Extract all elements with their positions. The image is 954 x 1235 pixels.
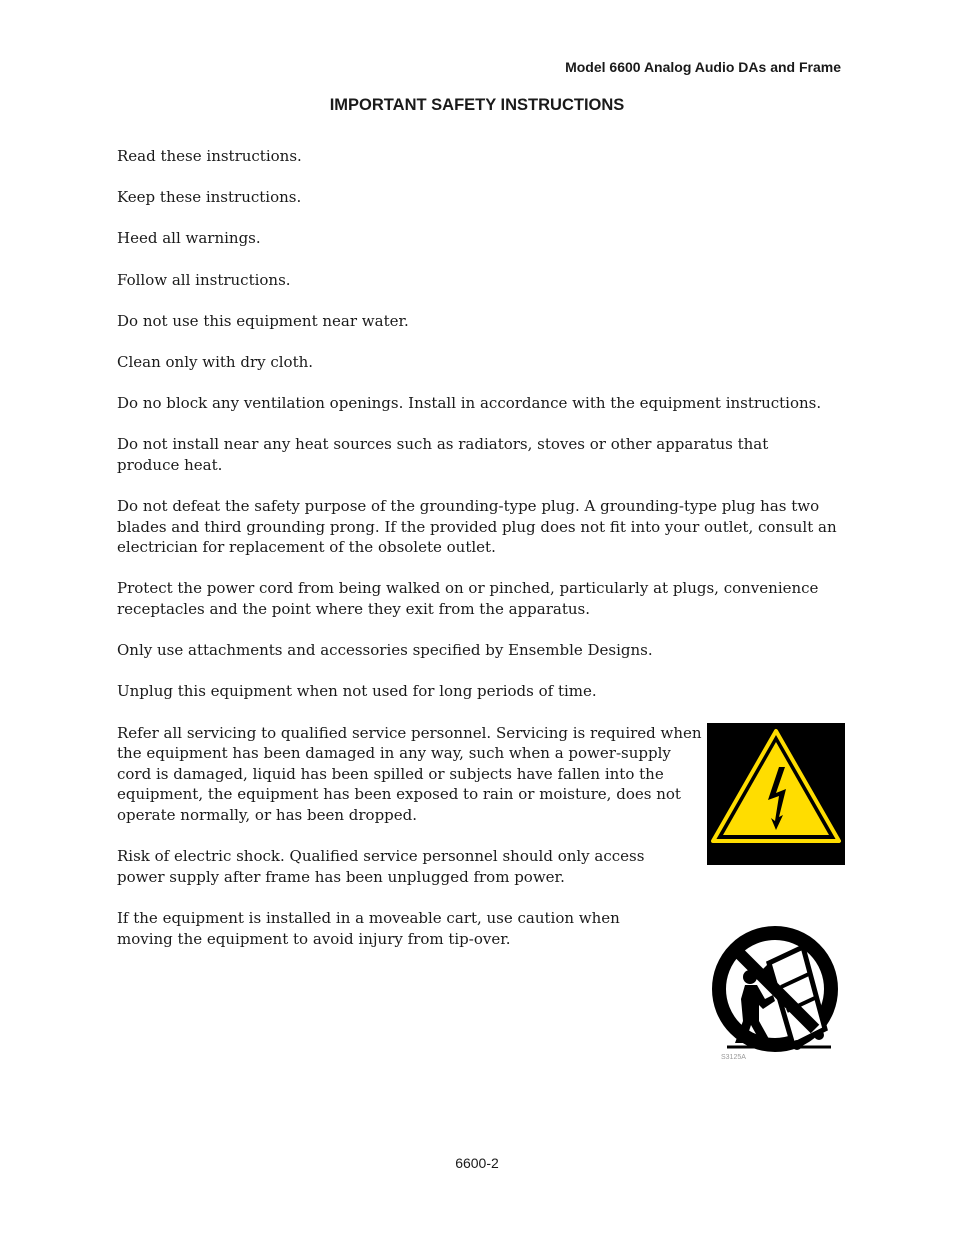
electric-shock-warning-icon xyxy=(707,723,845,865)
instruction-item: Do not use this equipment near water. xyxy=(117,311,409,330)
instruction-item: Risk of electric shock. Qualified service personnel should only access power supply after frame has been unplugged from power. xyxy=(117,847,645,886)
cart-symbol-code: S3125A xyxy=(721,1054,746,1061)
page-number: 6600-2 xyxy=(455,1155,499,1171)
instruction-item: Protect the power cord from being walked on or pinched, particularly at plugs, convenience receptacles and the point where they exit from the apparatus. xyxy=(117,579,819,619)
instruction-item: Follow all instructions. xyxy=(117,270,291,289)
page-title: IMPORTANT SAFETY INSTRUCTIONS xyxy=(329,96,625,114)
instruction-item: Unplug this equipment when not used for long periods of time. xyxy=(117,682,597,701)
cart-tip-over-warning-icon xyxy=(707,925,845,1065)
instruction-item: Do not defeat the safety purpose of the grounding-type plug. A grounding-type plug has two blades and third grounding prong. If the provided plug does not fit into your outlet, consult an electrician for replacement of the obsolete outlet. xyxy=(117,497,837,557)
instruction-item: Only use attachments and accessories specified by Ensemble Designs. xyxy=(117,641,653,660)
instruction-item: Refer all servicing to qualified service personnel. Servicing is required when the equipment has been damaged in any way, such when a power-supply cord is damaged, liquid has been spilled or subjects have fallen into the equipment, the equipment has been exposed to rain or moisture, does not operate normally, or has been dropped. xyxy=(117,723,702,824)
instruction-item: Heed all warnings. xyxy=(117,229,261,248)
instruction-item: Clean only with dry cloth. xyxy=(117,352,314,371)
instruction-item: Do no block any ventilation openings. Install in accordance with the equipment instructions. xyxy=(117,394,822,413)
instruction-item: Do not install near any heat sources such as radiators, stoves or other apparatus that produce heat. xyxy=(117,435,769,474)
instruction-item: If the equipment is installed in a moveable cart, use caution when moving the equipment to avoid injury from tip-over. xyxy=(117,908,620,948)
instruction-item: Keep these instructions. xyxy=(117,188,302,207)
running-header: Model 6600 Analog Audio DAs and Frame xyxy=(565,59,841,75)
instruction-item: Read these instructions. xyxy=(117,147,302,165)
